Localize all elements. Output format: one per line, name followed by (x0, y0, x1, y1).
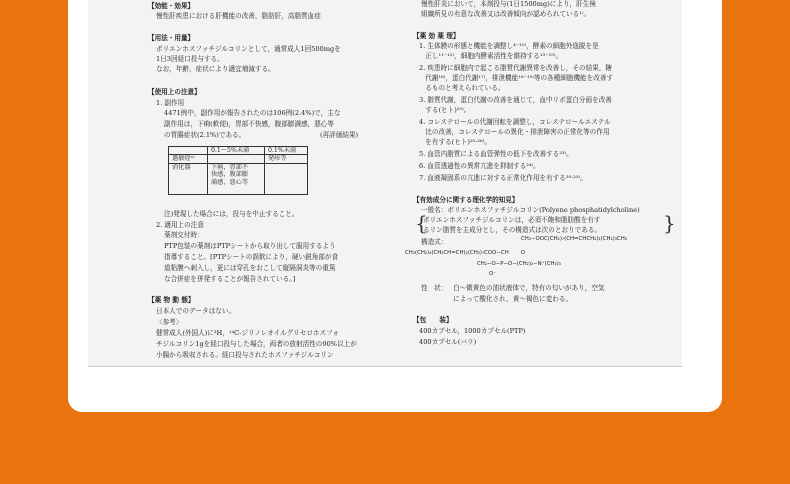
formula-line: CH₂−OOC(CH₂)₇(CH=CHCH₂)₂(CH₂)₃CH₃ (521, 236, 627, 242)
adverse-reactions-line: 4471例中，副作用が報告されたのは106例(2.4%)で，主な (164, 109, 341, 117)
mechanism-item: 正し¹¹⁻¹²⁾，細胞内酵素活性を維持する¹³⁻¹⁵⁾。 (419, 52, 563, 60)
table-row (169, 163, 308, 194)
ptp-warning-line: 指導すること。[PTPシートの誤飲により，硬い鋭角部が食 (164, 253, 339, 261)
pharmacokinetics-line: 日本人でのデータはない。 (156, 307, 236, 315)
mechanism-item: 代謝¹⁶⁾，蛋白代謝¹⁷⁾，排泄機能¹⁸⁻¹⁹⁾等の各種細胞機能を改善す (419, 74, 614, 82)
clinical-result-line: 組織所見の有意な改善又は改善傾向が認められている¹⁾。 (421, 10, 591, 18)
mechanism-item: るものと考えられている。 (419, 84, 505, 92)
table-header-cell (169, 147, 208, 155)
table-cell: 過敏症ᵃ⁾ (169, 155, 208, 163)
right-brace: } (663, 211, 676, 235)
dosage-heading: 【用法・用量】 (148, 34, 195, 42)
mechanism-heading: 【薬 効 薬 理】 (413, 32, 460, 40)
mechanism-item: 比の改善，コレステロールの異化・排泄障害の正常化等の作用 (419, 128, 610, 136)
clinical-result-line: 慢性肝炎において，本剤投与(1日1500mg)により，肝生検 (421, 0, 596, 8)
formula-line: CH₂−O−P−O−(CH₂)₂−N⁺(CH₃)₃ (405, 261, 561, 267)
packaging-heading: 【包 装】 (413, 316, 453, 324)
property-line: 白〜微黄色の油状液体で，特有の匂いがあり，空気 (453, 284, 605, 292)
ptp-warning-line: 道粘膜へ刺入し，更には穿孔をおこして縦隔洞炎等の重篤 (164, 264, 336, 272)
dosage-line: ポリエンホスファチジルコリンとして，通常成人1回500mgを (156, 45, 341, 53)
reference-label: 〈参考〉 (156, 318, 183, 326)
physchem-heading: 【有効成分に関する理化学的知見】 (413, 196, 519, 204)
packaging-line: 400カプセル，1000カプセル(PTP) (419, 327, 526, 335)
application-precautions-title: 2. 適用上の注意 (156, 221, 204, 229)
application-precautions-sub: 薬剤交付時： (164, 231, 204, 239)
table-cell (265, 163, 308, 194)
mechanism-item: 1. 生体膜の形態と機能を調整し⁴⁻¹⁰⁾，酵素の細胞外逸脱を是 (419, 42, 599, 50)
table-row (169, 155, 308, 163)
adverse-reaction-table (168, 146, 308, 195)
package-insert-sheet (88, 0, 682, 367)
pharmacokinetics-line: チジルコリン1gを経口投与した場合，両者の放射活性の90%以上が (156, 340, 357, 348)
property-label: 性 状： (421, 284, 448, 292)
dosage-line: 1日3回経口投与する。 (156, 55, 224, 63)
mechanism-item: 7. 血液凝固系の亢進に対する正常化作用を有する²⁰·²⁵⁾。 (419, 174, 587, 182)
table-header-cell: 0.1～5%未満 (208, 147, 265, 155)
table-cell: 下痢，胃部不 快感，腹部膨 満感，悪心等 (208, 163, 265, 194)
pharmacokinetics-line: 健常成人(外国人)に³H，¹⁴C-ジリノレオイルグリセロホスフォ (156, 329, 339, 337)
precautions-heading: 【使用上の注意】 (148, 88, 201, 96)
table-cell (208, 155, 265, 163)
dosage-line: なお，年齢，症状により適宜増減する。 (156, 65, 275, 73)
mechanism-item: 3. 脂質代謝，蛋白代謝の改善を通じて，血中リポ蛋白分画を改善 (419, 96, 612, 104)
efficacy-heading: 【効能・効果】 (148, 2, 195, 10)
left-brace: { (415, 211, 428, 235)
table-note: 注)発現した場合には，投与を中止すること。 (164, 210, 299, 218)
formula-line: CH₃(CH₂)₄(CH₂CH=CH)₂(CH₂)₇COO−CH O (405, 250, 525, 256)
table-header-row (169, 147, 308, 155)
mechanism-item: 2. 疾患時に細胞内で起こる脂質代謝異常を改善し，その結果，糖 (419, 64, 613, 72)
mechanism-item: 4. コレステロールの代謝回転を調整し，コレステロールエステル (419, 118, 611, 126)
packaging-line: 400カプセル(バラ) (419, 338, 477, 346)
table-cell: 消化器 (169, 163, 208, 194)
source-note: (再評価結果) (320, 131, 359, 139)
generic-name: 一般名：ポリエンホスファチジルコリン(Polyene phosphatidylcholine) (421, 206, 640, 214)
pharmacokinetics-line: 小腸から吸収される。経口投与されたホスファチジルコリン (156, 351, 334, 359)
property-line: によって酸化され，黄〜褐色に変わる。 (453, 295, 573, 303)
mechanism-item: を有する(ヒト)²⁰·²⁶⁾。 (419, 138, 491, 146)
adverse-reactions-line: 副作用は，下痢(軟便)，胃部不快感，腹部膨満感，悪心等 (164, 120, 334, 128)
adverse-reactions-line: の胃腸症状(2.1%)である。 (164, 131, 246, 139)
pharmacokinetics-heading: 【薬 物 動 態】 (148, 296, 195, 304)
ptp-warning-line: PTP包装の薬剤はPTPシートから取り出して服用するよう (164, 242, 336, 250)
mechanism-item: 5. 血管内脂質による血管弾性の低下を改善する²³⁾。 (419, 150, 573, 158)
physchem-description: ポリエンホスファチジルコリンは，必須不飽和脂肪酸を有す (423, 216, 601, 224)
table-cell: 発疹等 (265, 155, 308, 163)
structure-label: 構造式： (421, 238, 448, 246)
efficacy-body: 慢性肝疾患における肝機能の改善，脂肪肝，高脂質血症 (156, 12, 321, 20)
physchem-description: るリン脂質を主成分とし，その構造式は次のとおりである。 (423, 226, 602, 234)
adverse-reactions-title: 1. 副作用 (156, 99, 185, 107)
table-header-cell: 0.1%未満 (265, 147, 308, 155)
formula-line: O⁻ (405, 271, 497, 277)
mechanism-item: 6. 血管透過性の異常亢進を抑制する²⁴⁾。 (419, 162, 540, 170)
mechanism-item: する(ヒト)²⁰⁾。 (419, 106, 471, 114)
ptp-warning-line: な合併症を併発することが報告されている。] (164, 275, 296, 283)
